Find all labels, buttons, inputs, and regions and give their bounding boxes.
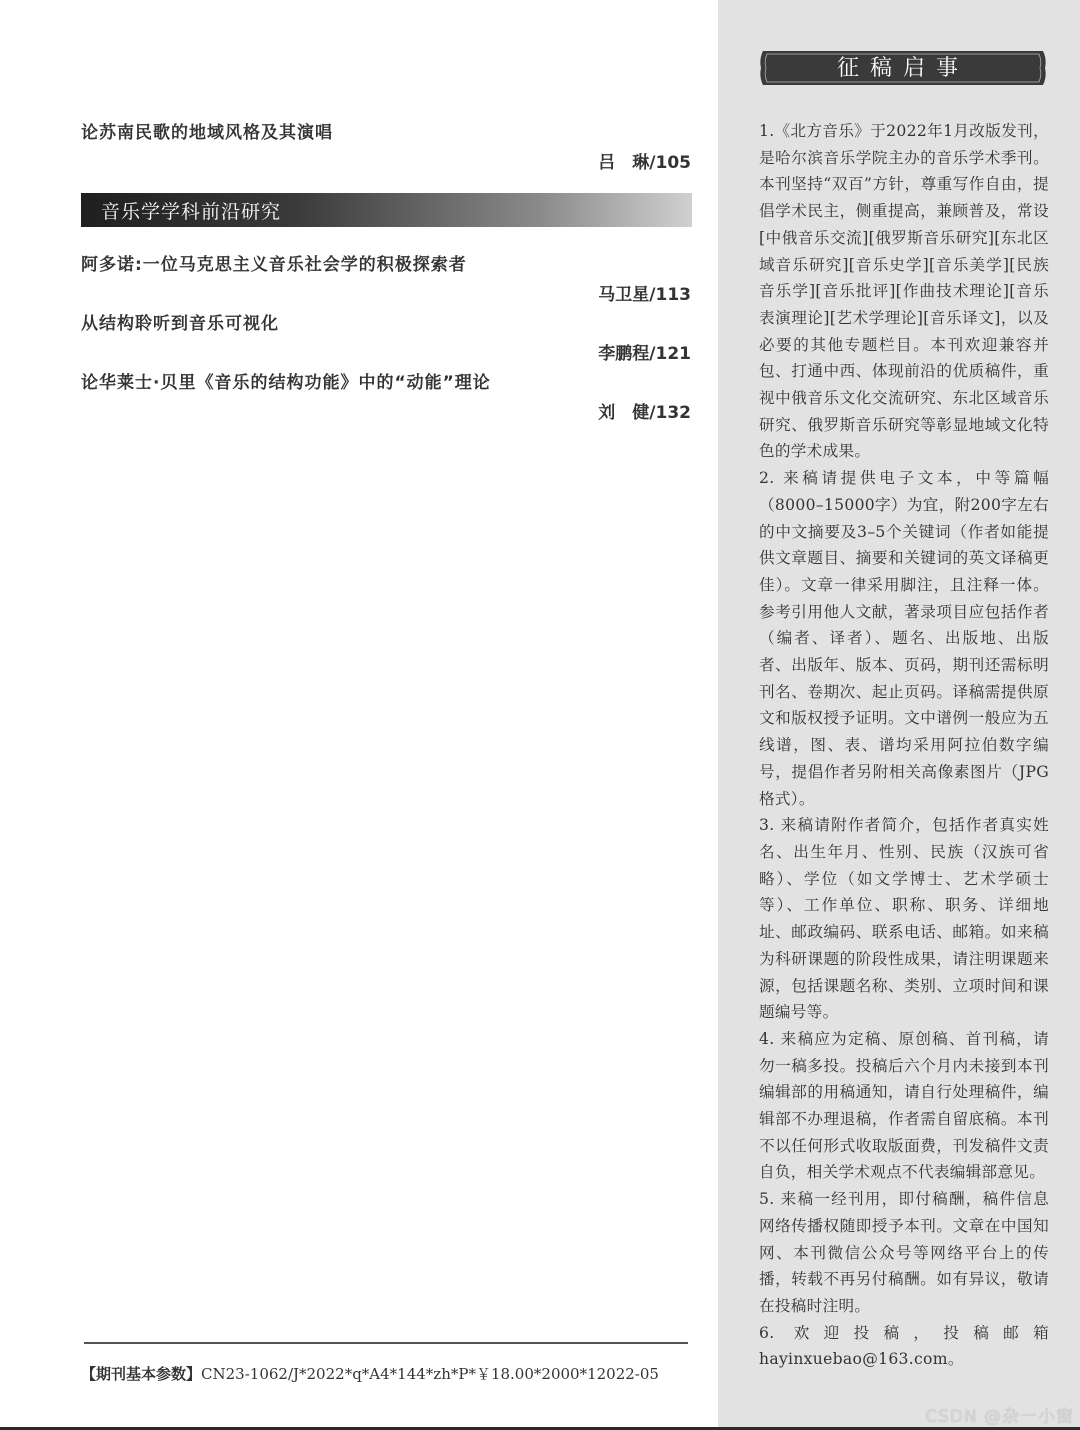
toc-entry-author: 李鹏程/121 <box>598 344 691 364</box>
toc-entry-title: 论苏南民歌的地域风格及其演唱 <box>81 123 333 143</box>
notice-title: 征稿启事 <box>836 56 969 81</box>
toc-entry-title: 论华莱士·贝里《音乐的结构功能》中的“动能”理论 <box>81 373 491 393</box>
notice-paragraph: 5. 来稿一经刊用，即付稿酬，稿件信息网络传播权随即授予本刊。文章在中国知网、本刊微信公众号等网络平台上的传播，转载不再另付稿酬。如有异议，敬请在投稿时注明。 <box>759 1190 1049 1315</box>
notice-paragraph: 2. 来稿请提供电子文本，中等篇幅（8000–15000字）为宜，附200字左右的中文摘要及3–5个关键词（作者如能提供文章题目、摘要和关键词的英文译稿更佳）。文章一律采用脚注，且注释一体。参考引用他人文献，著录项目应包括作者（编者、译者）、题名、出版地、出版者、出版年、版本、页码，期刊还需标明刊名、卷期次、起止页码。译稿需提供原文和版权授予证明。文中谱例一般应为五线谱，图、表、谱均采用阿拉伯数字编号，提倡作者另附相关高像素图片（JPG格式）。 <box>759 469 1049 808</box>
toc-entry-title: 阿多诺:一位马克思主义音乐社会学的积极探索者 <box>81 255 467 275</box>
notice-paragraph: 1.《北方音乐》于2022年1月改版发刊，是哈尔滨音乐学院主办的音乐学术季刊。本刊坚持“双百”方针，尊重写作自由，提倡学术民主，侧重提高，兼顾普及，常设[中俄音乐交流][俄罗斯音乐研究][东北区域音乐研究][音乐史学][音乐美学][民族音乐学][音乐批评][作曲技术理论][音乐表演理论][艺术学理论][音乐译文]，以及必要的其他专题栏目。本刊欢迎兼容并包、打通中西、体现前沿的优质稿件，重视中俄音乐文化交流研究、东北区域音乐研究、俄罗斯音乐研究等彰显地域文化特色的学术成果。 <box>759 122 1049 461</box>
toc-entry-author: 吕 琳/105 <box>598 153 691 173</box>
notice-paragraph: 3. 来稿请附作者简介，包括作者真实姓名、出生年月、性别、民族（汉族可省略）、学位（如文学博士、艺术学硕士等）、工作单位、职称、职务、详细地址、邮政编码、联系电话、邮箱。如来稿为科研课题的阶段性成果，请注明课题来源，包括课题名称、类别、立项时间和课题编号等。 <box>759 816 1049 1022</box>
section-heading: 音乐学学科前沿研究 <box>101 201 282 223</box>
toc-entry-title: 从结构聆听到音乐可视化 <box>81 314 279 334</box>
toc-entry-author: 刘 健/132 <box>598 403 691 423</box>
journal-parameters-label: 【期刊基本参数】 <box>81 1365 202 1383</box>
csdn-watermark: CSDN @杂一小窗 <box>925 1407 1074 1427</box>
footer-divider <box>84 1342 688 1344</box>
journal-parameters-value: CN23-1062/J*2022*q*A4*144*zh*P*￥18.00*2000*12022-05 <box>201 1365 659 1383</box>
notice-paragraph: 6. 欢迎投稿，投稿邮箱 hayinxuebao@163.com。 <box>759 1323 1049 1369</box>
section-heading-bar <box>81 193 692 227</box>
toc-entry-author: 马卫星/113 <box>598 285 691 305</box>
journal-parameters <box>81 1363 659 1384</box>
notice-body <box>759 118 1049 1373</box>
notice-paragraph: 4. 来稿应为定稿、原创稿、首刊稿，请勿一稿多投。投稿后六个月内未接到本刊编辑部的用稿通知，请自行处理稿件，编辑部不办理退稿，作者需自留底稿。本刊不以任何形式收取版面费，刊发稿件文责自负，相关学术观点不代表编辑部意见。 <box>759 1029 1049 1182</box>
